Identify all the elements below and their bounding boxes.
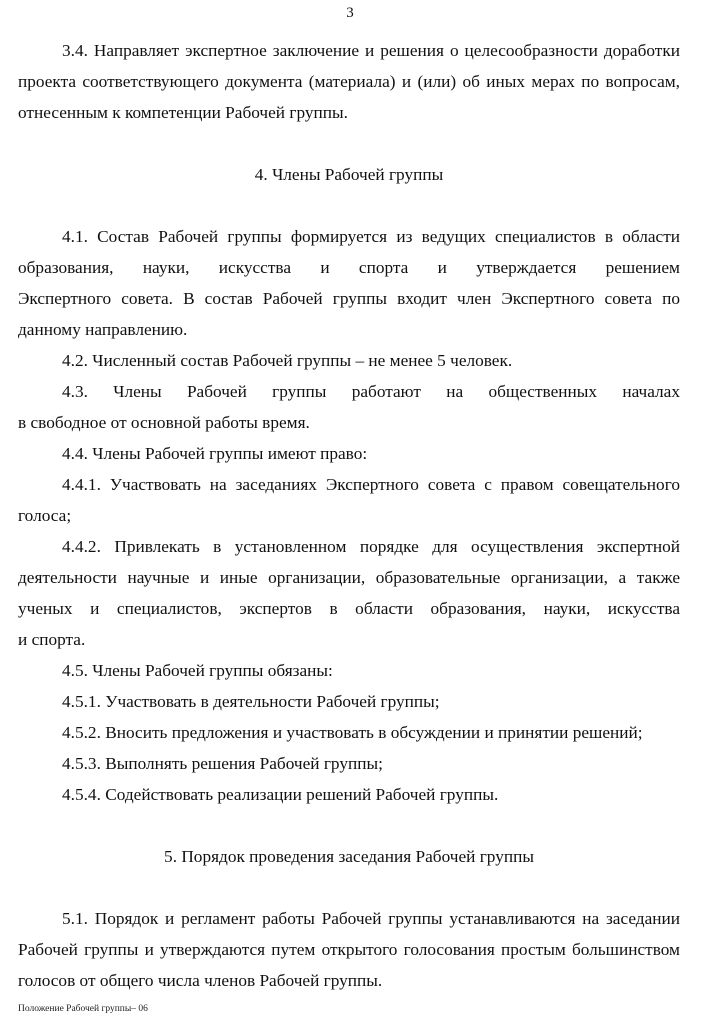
paragraph-4-3-part-1: 4.3. Члены Рабочей группы работают на общественных началах: [62, 382, 680, 401]
paragraph-4-4: 4.4. Члены Рабочей группы имеют право:: [62, 444, 368, 463]
spacer: [18, 810, 680, 841]
paragraph-4-4-2-part-2: и спорта.: [18, 630, 86, 649]
page-number: 3: [346, 5, 354, 21]
spacer: [18, 872, 680, 903]
paragraph-5-1: 5.1. Порядок и регламент работы Рабочей группы устанавливаются на заседании Рабочей группы и утверждаются путем открытого голосования простым большинством голосов от общего числа членов Рабочей группы.: [18, 909, 680, 990]
page-footer: Положение Рабочей группы– 06: [18, 1004, 148, 1014]
paragraph-4-5-3: 4.5.3. Выполнять решения Рабочей группы;: [62, 754, 383, 773]
paragraph-4-4-1: 4.4.1. Участвовать на заседаниях Экспертного совета с правом совещательного голоса;: [18, 475, 680, 525]
document-body: [18, 35, 680, 996]
paragraph-4-1-part-1: 4.1. Состав Рабочей группы формируется из ведущих специалистов в области образования, науки, искусства и спорта и утверждается решением: [18, 227, 680, 277]
paragraph-4-5-2: 4.5.2. Вносить предложения и участвовать в обсуждении и принятии решений;: [62, 723, 643, 742]
paragraph-4-3-part-2: в свободное от основной работы время.: [18, 413, 310, 432]
paragraph-4-4-2-part-1: 4.4.2. Привлекать в установленном порядке для осуществления экспертной деятельности научные и иные организации, образовательные организации, а также ученых и специалистов, экспертов в области образования, науки, искусства: [18, 537, 680, 618]
spacer: [18, 128, 680, 159]
paragraph-4-5: 4.5. Члены Рабочей группы обязаны:: [62, 661, 333, 680]
section-heading-4: 4. Члены Рабочей группы: [254, 165, 444, 184]
paragraph-4-2: 4.2. Численный состав Рабочей группы – не менее 5 человек.: [62, 351, 513, 370]
paragraph-4-5-4: 4.5.4. Содействовать реализации решений Рабочей группы.: [62, 785, 499, 804]
paragraph-4-1-part-2: Экспертного совета. В состав Рабочей группы входит член Экспертного совета по данному направлению.: [18, 289, 680, 339]
section-heading-5: 5. Порядок проведения заседания Рабочей группы: [164, 847, 534, 866]
spacer: [18, 190, 680, 221]
paragraph-4-5-1: 4.5.1. Участвовать в деятельности Рабочей группы;: [62, 692, 440, 711]
paragraph-3-4: 3.4. Направляет экспертное заключение и решения о целесообразности доработки проекта соответствующего документа (материала) и (или) об иных мерах по вопросам, отнесенным к компетенции Рабочей группы.: [18, 41, 680, 122]
